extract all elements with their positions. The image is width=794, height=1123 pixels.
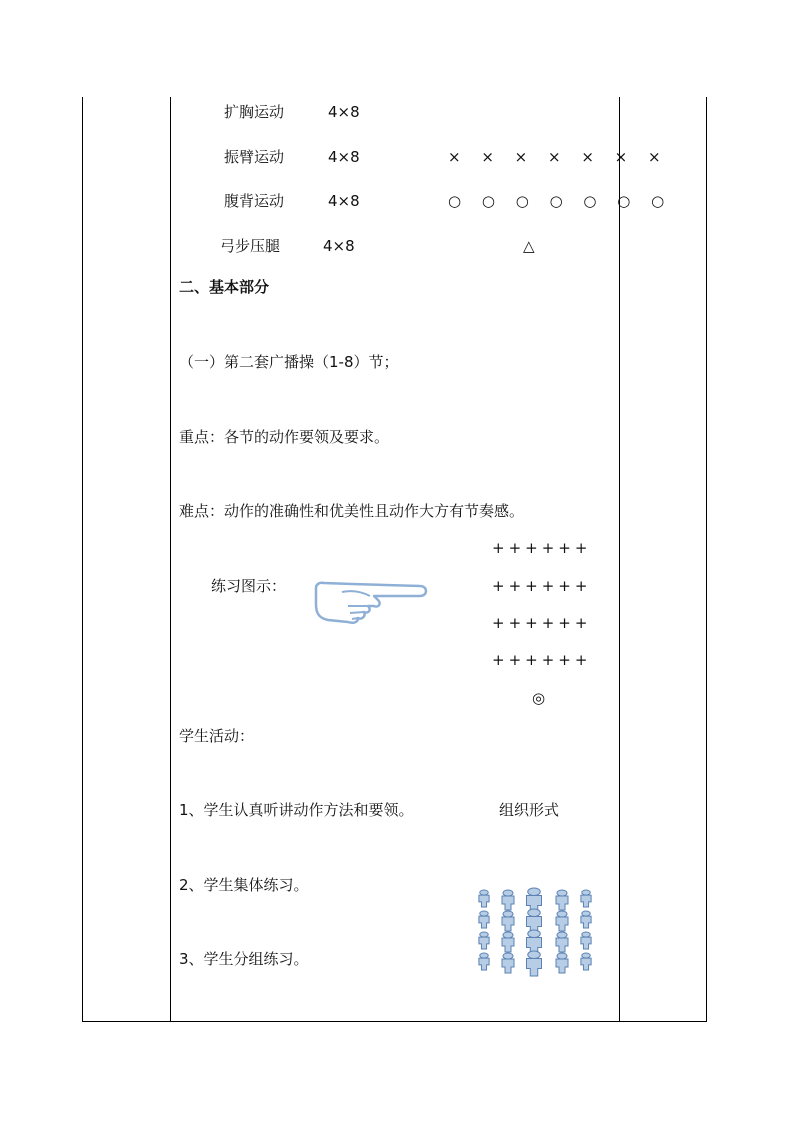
person-figure: [479, 932, 489, 949]
exercise-name: 弓步压腿: [220, 237, 281, 255]
people-group-icon: [470, 888, 600, 988]
plus-row: ++++++: [492, 539, 592, 557]
exercise-name: 扩胸运动: [224, 103, 285, 121]
table-col-divider-2: [619, 97, 620, 1022]
lesson-topic: （一）第二套广播操（1-8）节；: [179, 353, 399, 371]
person-figure: [581, 932, 591, 949]
exercise-name: 腹背运动: [224, 192, 285, 210]
person-figure: [502, 932, 514, 952]
person-figure: [527, 951, 542, 976]
plus-row: ++++++: [492, 651, 592, 669]
practice-label: 练习图示：: [211, 577, 287, 595]
student-activity-heading: 学生活动：: [179, 727, 255, 745]
person-figure: [502, 953, 514, 973]
key-point: 重点：各节的动作要领及要求。: [179, 428, 390, 446]
person-figure: [479, 911, 489, 928]
person-figure: [556, 911, 568, 931]
exercise-name: 振臂运动: [224, 148, 285, 166]
person-figure: [581, 890, 591, 907]
person-figure: [556, 953, 568, 973]
activity-item: 3、学生分组练习。: [179, 950, 309, 968]
formation-row-o: ○ ○ ○ ○ ○ ○ ○: [448, 192, 673, 210]
table-bottom-border: [82, 1021, 707, 1022]
person-figure: [581, 953, 591, 970]
person-figure: [502, 890, 514, 910]
activity-item: 1、学生认真听讲动作方法和要领。: [179, 801, 414, 819]
person-figure: [556, 890, 568, 910]
exercise-count: 4×8: [328, 103, 360, 121]
pointing-hand-icon: [312, 578, 432, 628]
table-right-border: [706, 97, 707, 1022]
exercise-count: 4×8: [328, 148, 360, 166]
difficulty-point: 难点：动作的准确性和优美性且动作大方有节奏感。: [179, 502, 525, 520]
person-figure: [479, 890, 489, 907]
exercise-count: 4×8: [328, 192, 360, 210]
center-mark: ◎: [532, 689, 546, 707]
plus-row: ++++++: [492, 577, 592, 595]
activity-item: 2、学生集体练习。: [179, 876, 309, 894]
teacher-mark: △: [523, 237, 535, 255]
formation-row-x: × × × × × × ×: [448, 148, 669, 166]
person-figure: [581, 911, 591, 928]
exercise-count: 4×8: [323, 237, 355, 255]
table-col-divider-1: [170, 97, 171, 1022]
plus-row: ++++++: [492, 614, 592, 632]
person-figure: [502, 911, 514, 931]
table-left-border: [82, 97, 83, 1022]
org-form-label: 组织形式: [499, 801, 560, 819]
person-figure: [479, 953, 489, 970]
section-heading: 二、基本部分: [179, 278, 270, 296]
person-figure: [556, 932, 568, 952]
